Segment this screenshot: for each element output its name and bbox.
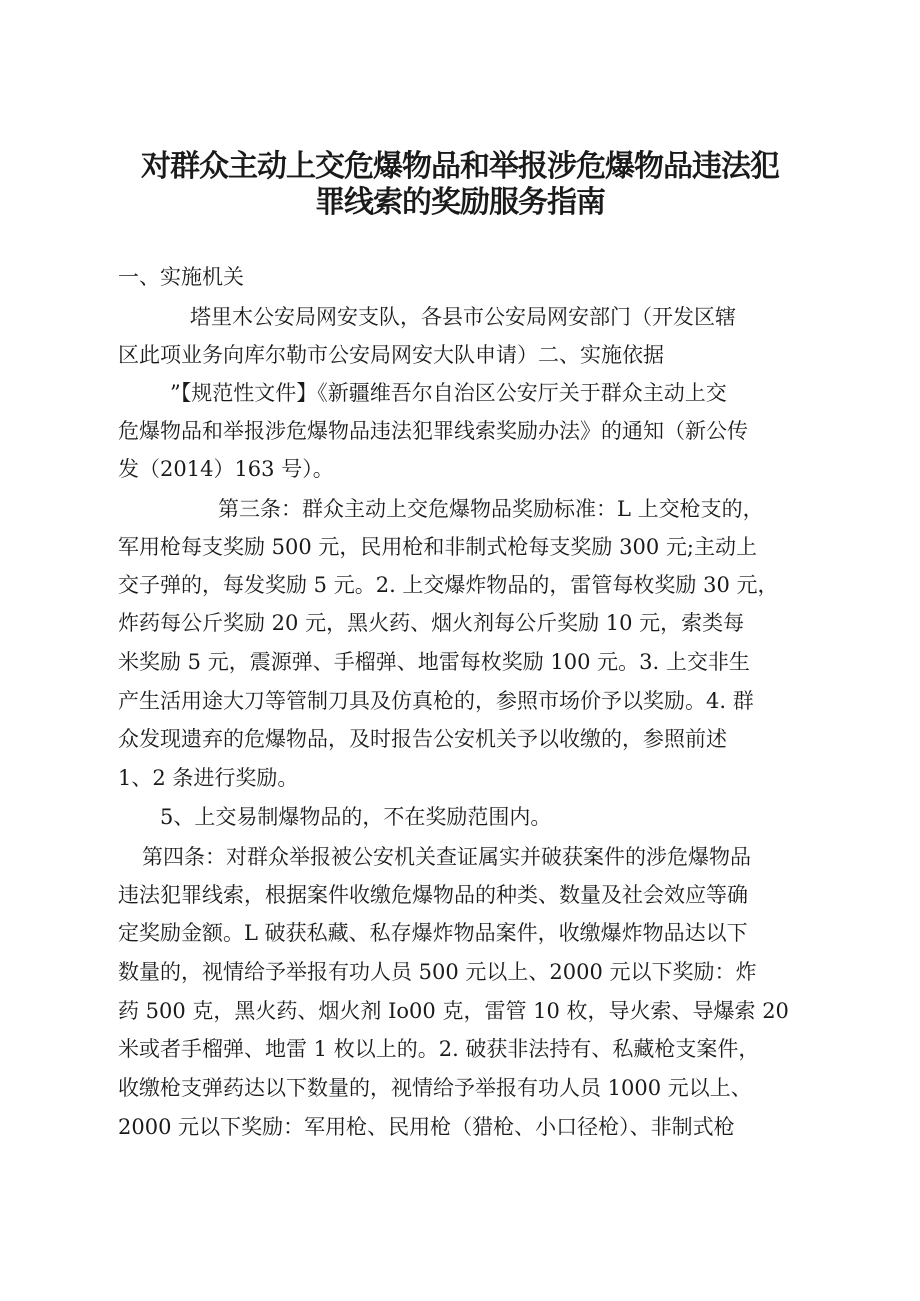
document-title-line-2: 罪线索的奖励服务指南 — [315, 185, 605, 220]
paragraph-line: 米或者手榴弹、地雷 1 枚以上的。2. 破获非法持有、私藏枪支案件， — [118, 1037, 760, 1061]
paragraph-line: ”【规范性文件】《新疆维吾尔自治区公安厅关于群众主动上交 — [170, 381, 727, 405]
document-title-line-1: 对群众主动上交危爆物品和举报涉危爆物品违法犯 — [141, 149, 779, 184]
paragraph-line: 军用枪每支奖励 500 元，民用枪和非制式枪每支奖励 300 元;主动上 — [118, 535, 757, 559]
paragraph-line: 塔里木公安局网安支队，各县市公安局网安部门（开发区辖 — [190, 305, 736, 329]
paragraph-line: 产生活用途大刀等管制刀具及仿真枪的，参照市场价予以奖励。4. 群 — [118, 689, 754, 713]
paragraph-line: 1、2 条进行奖励。 — [118, 766, 299, 790]
paragraph-line: 危爆物品和举报涉危爆物品违法犯罪线索奖励办法》的通知（新公传 — [118, 419, 748, 443]
paragraph-line: 药 500 克，黑火药、烟火剂 Io00 克，雷管 10 枚，导火索、导爆索 20 — [118, 999, 789, 1023]
paragraph-line: 违法犯罪线索，根据案件收缴危爆物品的种类、数量及社会效应等确 — [118, 883, 748, 907]
paragraph-line: 发（2014）163 号）。 — [118, 457, 334, 481]
paragraph-line: 米奖励 5 元，震源弹、手榴弹、地雷每枚奖励 100 元。3. 上交非生 — [118, 650, 750, 674]
paragraph-line: 定奖励金额。L 破获私藏、私存爆炸物品案件，收缴爆炸物品达以下 — [118, 921, 748, 945]
paragraph-line: 第三条：群众主动上交危爆物品奖励标准：L 上交枪支的， — [218, 497, 764, 521]
paragraph-line: 数量的，视情给予举报有功人员 500 元以上、2000 元以下奖励：炸 — [118, 960, 757, 984]
paragraph-line: 交子弹的，每发奖励 5 元。2. 上交爆炸物品的，雷管每枚奖励 30 元， — [118, 573, 779, 597]
paragraph-line: 收缴枪支弹药达以下数量的，视情给予举报有功人员 1000 元以上、 — [118, 1076, 752, 1100]
paragraph-line: 炸药每公斤奖励 20 元，黑火药、烟火剂每公斤奖励 10 元，索类每 — [118, 611, 745, 635]
section-heading-implementing-agency: 一、实施机关 — [118, 265, 244, 289]
paragraph-line: 2000 元以下奖励：军用枪、民用枪（猎枪、小口径枪）、非制式枪 — [118, 1115, 735, 1139]
paragraph-line: 第四条：对群众举报被公安机关查证属实并破获案件的涉危爆物品 — [142, 845, 751, 869]
paragraph-line: 5、上交易制爆物品的，不在奖励范围内。 — [160, 805, 552, 829]
paragraph-line: 众发现遗弃的危爆物品，及时报告公安机关予以收缴的，参照前述 — [118, 727, 727, 751]
paragraph-line: 区此项业务向库尔勒市公安局网安大队申请）二、实施依据 — [118, 343, 664, 367]
